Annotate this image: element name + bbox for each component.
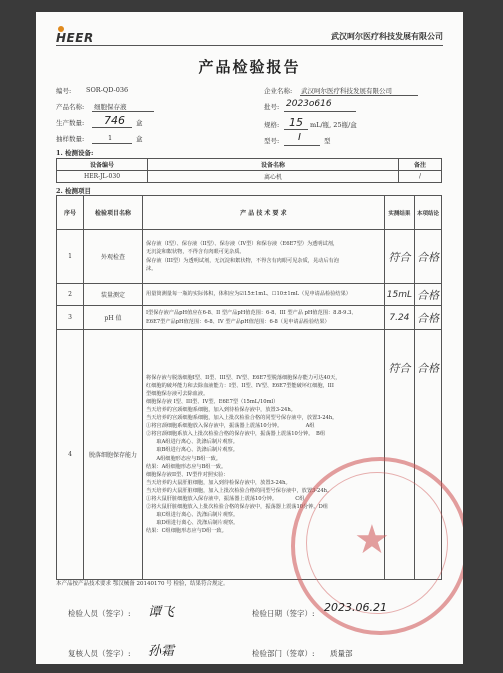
item-result: 符合 (384, 330, 414, 580)
req-line: 用量筒测量每一瓶的实际体积，体积应为☑15±1mL、☐10±1mL（见申请品检验结果） (146, 291, 351, 298)
footer-note: 本产品按产品技术要求 鄂汉械备 20140170 号 检验，结果符合规定。 (56, 581, 229, 587)
dept-value: 质量部 (330, 649, 353, 658)
item-req (143, 230, 385, 284)
item-req (143, 306, 385, 330)
req-line: 型细胞保存液可去除血液。 (146, 390, 209, 397)
item-seq: 1 (57, 230, 84, 284)
equip-no: HER-JL-030 (57, 171, 148, 183)
inspector-label: 检验人员（签字）: (68, 609, 131, 618)
req-line: ①将大鼠肝脏细胞放入保存液中，振荡器上震荡10分钟。 C组 (146, 495, 305, 502)
req-line: 结果：A组细胞形态应与B组一致。 (146, 463, 227, 470)
sample: 1 (108, 134, 113, 142)
req-line: 红细胞的破坏能力和去除血液能力：I型、II型、IV型、E6E7型能破坏红细胞，III (146, 382, 334, 389)
batch-label: 批号: (264, 103, 280, 111)
brand-logo: HEER (56, 31, 94, 45)
req-line: 取D组进行离心、洗涤后制片观察。 (146, 520, 239, 527)
req-line: 取B组进行离心、洗涤后制片观察。 (146, 447, 238, 454)
item-verdict: 合格 (415, 306, 442, 330)
req-line: 细胞保存液 I型、III型、IV型、E6E7型（15mL/10ml） (146, 398, 279, 405)
table-row (57, 306, 442, 330)
quantity-label: 生产数量: (56, 119, 85, 127)
req-line: ②将宫颈细胞系放入上批次检验合格的保存液中，振荡器上震荡10分钟。 B组 (146, 431, 326, 438)
date-value: 2023.06.21 (324, 601, 387, 614)
req-line: A组细胞形态应与B组一致。 (146, 455, 221, 462)
report-title: 产品检验报告 (198, 58, 301, 76)
req-line: 取A组进行离心、洗涤后制片观察。 (146, 439, 238, 446)
item-name: 装量测定 (84, 284, 143, 306)
table-row (57, 230, 442, 284)
items-header-result: 实测结果 (384, 196, 414, 230)
req-line: 细胞保存液II型、IV型作对照实验： (146, 471, 229, 478)
item-verdict: 合格 (415, 284, 442, 306)
dept-label: 检验部门（签章）: (252, 649, 315, 658)
req-line: 当天培养的大鼠肝脏细胞，加入到待检保存液中，放置3-24h。 (146, 479, 291, 486)
item-name: 外观检查 (84, 230, 143, 284)
item-req (143, 284, 385, 306)
equip-header-no: 设备编号 (57, 159, 148, 171)
header-rule (56, 45, 443, 46)
req-line: ①将宫颈细胞系细胞放入保存液中，振荡器上震荡10分钟。 A组 (146, 423, 315, 430)
enterprise: 武汉呵尔医疗科技发展有限公司 (301, 87, 392, 95)
req-line: 当天培养的大鼠肝脏细胞，加入上批次检验合格的同型号保存液中，放置3-24h。 (146, 487, 333, 494)
req-line: 沫。 (146, 265, 157, 272)
items-header-req: 产 品 技 术 要 求 (143, 196, 385, 230)
model-unit: 型 (324, 137, 331, 145)
sample-label: 抽样数量: (56, 135, 85, 143)
section-items: 2. 检测项目 (56, 187, 92, 195)
model: I (298, 132, 301, 143)
item-name: 脱落细胞保存能力 (84, 330, 143, 580)
equip-name: 离心机 (148, 171, 399, 183)
req-line: 结果：C组细胞形态应与D组一致。 (146, 528, 227, 535)
inspector-signature: 谭飞 (148, 605, 175, 620)
spec-value: 15 (289, 116, 303, 129)
items-header-item: 检验项目名称 (84, 196, 143, 230)
req-line: 将保存液与脱落细胞I型、II型、III型、IV型、E6E7型脱落细胞保存能力可达40天， (146, 374, 341, 381)
enterprise-label: 企业名称: (264, 87, 293, 95)
req-line: 当天培养的宫颈细胞系细胞，加入到待检保存液中，放置3-24h。 (146, 406, 296, 413)
company-header: 武汉呵尔医疗科技发展有限公司 (331, 31, 443, 41)
model-label: 型号: (264, 137, 280, 145)
batch: 2023o616 (286, 99, 332, 109)
req-line: I型保存液产品pH值应在6-8、II 型产品pH值范围：6-8、III 型产品 pH值范围：8.8-9.3、 (146, 310, 357, 317)
quantity-unit: 盒 (136, 119, 143, 127)
table-row (57, 284, 442, 306)
spec-text: mL/瓶, 25瓶/盒 (310, 121, 357, 129)
report-sheet (36, 12, 463, 664)
req-line: 当天培养的宫颈细胞系细胞，加入上批次检验合格的同型号保存液中，放置3-24h。 (146, 415, 338, 422)
item-name: pH 值 (84, 306, 143, 330)
seal-star-icon: ★ (354, 517, 390, 563)
section-equipment: 1. 检测设备: (56, 149, 94, 157)
equipment-table (56, 158, 442, 183)
spec-label: 规格: (264, 121, 280, 129)
req-line: ②将大鼠肝脏细胞放入上批次检验合格的保存液中，振荡器上震荡10分钟。D组 (146, 504, 328, 511)
req-line: 无沉淀和絮状物，不得含有肉眼可见杂质。 (146, 249, 245, 256)
item-seq: 4 (57, 330, 84, 580)
item-result: 7.24 (384, 306, 414, 330)
req-line: E6E7型产品pH值范围：6-8、IV 型产品pH值范围：6-8（见申请品检验结果） (146, 318, 330, 325)
item-result: 15mL (384, 284, 414, 306)
req-line: 保存液（III型）为透明试剂，无沉淀和絮状物，不得含有肉眼可见杂质，晃动后有泡 (146, 257, 339, 264)
item-verdict: 合格 (415, 330, 442, 580)
req-line: 取C组进行离心、洗涤后制片观察。 (146, 512, 239, 519)
doc-no-label: 编号: (56, 87, 72, 95)
item-seq: 2 (57, 284, 84, 306)
product: 细胞保存液 (94, 103, 127, 111)
items-header-seq: 序号 (57, 196, 84, 230)
item-seq: 3 (57, 306, 84, 330)
date-label: 检验日期（签字）: (252, 609, 315, 618)
reviewer-label: 复核人员（签字）: (68, 649, 131, 658)
req-line: 保存液（I型）、保存液（II型）、保存液（IV型）和保存液（E6E7型）为透明试剂， (146, 241, 339, 248)
equip-header-note: 备注 (399, 159, 442, 171)
doc-no: SOR-QD-036 (86, 86, 129, 94)
items-header-verdict: 本项结论 (415, 196, 442, 230)
item-verdict: 合格 (415, 230, 442, 284)
sample-unit: 盒 (136, 135, 143, 143)
quantity: 746 (104, 114, 125, 127)
equip-note: / (399, 171, 442, 183)
product-label: 产品名称: (56, 103, 85, 111)
item-result: 符合 (384, 230, 414, 284)
equip-header-name: 设备名称 (148, 159, 399, 171)
reviewer-signature: 孙霜 (148, 644, 175, 659)
